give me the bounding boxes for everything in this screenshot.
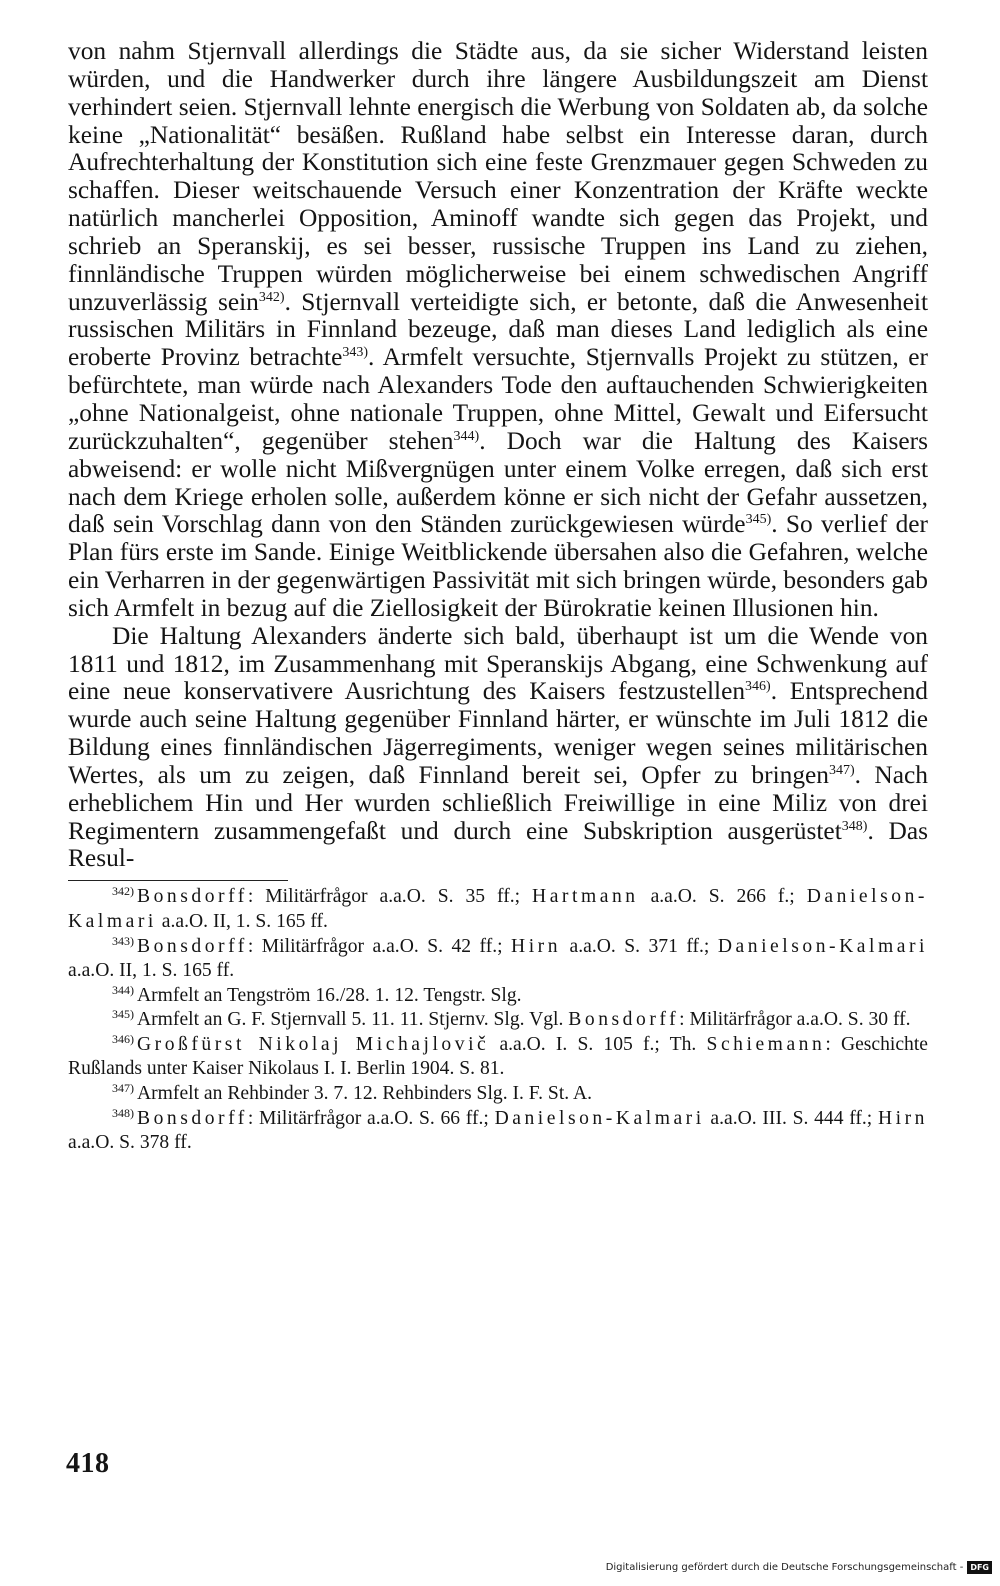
page: [68, 38, 928, 1156]
text-run: von nahm Stjernvall allerdings die Städte aus, da sie sicher Widerstand leisten würden, und die Handwerker durch ihre längere Ausbildungszeit am Dienst verhindert seien. Stjernvall lehnte energisch die Werbung von Soldaten ab, da solche keine „Nationalität“ besäßen. Rußland habe selbst ein Interesse daran, durch Aufrechterhaltung der Konstitution sich eine feste Grenzmauer gegen Schweden zu schaffen. Dieser weitschauende Versuch einer Konzentration der Kräfte weckte natürlich mancherlei Opposition, Aminoff wandte sich gegen das Projekt, und schrieb an Speranskij, es sei besser, russische Truppen ins Land zu ziehen, finnländische Truppen würden möglicherweise bei einem schwedischen Angriff unzuverlässig sein: [68, 37, 928, 316]
author-name: Hirn: [877, 1107, 928, 1129]
citation-text: Armfelt an Tengström 16./28. 1. 12. Tengstr. Slg.: [137, 984, 522, 1006]
author-name: Bonsdorff: [568, 1009, 680, 1031]
footnote-marker: 346): [112, 1031, 134, 1046]
main-text: [68, 38, 928, 873]
page-number: 418: [66, 1448, 110, 1479]
citation-text: a.a.O. S. 266 f.;: [638, 886, 807, 908]
text-run: . Nach erheblichem Hin und Her wurden schließlich Freiwillige in eine Miliz von drei Regimentern zusammengefaßt und durch eine Subskription ausgerüstet: [68, 760, 928, 845]
footnote-reference[interactable]: 343): [342, 345, 369, 361]
text-run: . Stjernvall verteidigte sich, er betonte, daß die Anwesenheit russischen Militärs in Finnland bezeuge, daß man dieses Land lediglich als eine eroberte Provinz betrachte: [68, 287, 929, 372]
citation-text: : Militärfrågor a.a.O. S. 66 ff.;: [247, 1107, 495, 1129]
funding-note-text: Digitalisierung gefördert durch die Deutsche Forschungsgemeinschaft -: [605, 1562, 964, 1573]
footnote-marker: 347): [112, 1081, 134, 1096]
author-name: Danielson-Kalmari: [494, 1107, 705, 1129]
author-name: Hartmann: [532, 886, 639, 908]
funding-note: [606, 1561, 992, 1574]
author-name: Großfürst Nikolaj Michajlovič: [137, 1033, 490, 1055]
author-name: Schiemann: [706, 1033, 826, 1055]
footnote-marker: 345): [112, 1007, 134, 1022]
text-run: . Entsprechend wurde auch seine Haltung gegenüber Finnland härter, er wünschte im Juli 1812 die Bildung eines finnländischen Jägerregiments, weniger wegen seines militärischen Wertes, als um zu zeigen, daß Finnland bereit sei, Opfer zu bringen: [68, 677, 928, 789]
author-name: Danielson-Kalmari: [68, 886, 928, 932]
footnote: [68, 1107, 928, 1156]
text-run: . Armfelt versuchte, Stjernvalls Projekt zu stützen, er befürchtete, man würde nach Alexanders Tode den auftauchenden Schwierigkeiten „ohne Nationalgeist, ohne nationale Truppen, ohne Mittel, Gewalt und Eifersucht zurückzuhalten“, gegenüber stehen: [68, 343, 928, 455]
footnote: [68, 885, 928, 934]
citation-text: Armfelt an Rehbinder 3. 7. 12. Rehbinders Slg. I. F. St. A.: [137, 1083, 593, 1105]
citation-text: a.a.O. I. S. 105 f.; Th.: [489, 1033, 707, 1055]
citation-text: : Militärfrågor a.a.O. S. 42 ff.;: [247, 935, 512, 957]
body-paragraph: [68, 623, 928, 874]
dfg-logo: DFG: [967, 1561, 992, 1574]
footnote-reference[interactable]: 344): [453, 428, 480, 444]
citation-text: : Militärfrågor a.a.O. S. 35 ff.;: [247, 886, 533, 908]
footnote-reference[interactable]: 346): [745, 679, 771, 695]
citation-text: Armfelt an G. F. Stjernvall 5. 11. 11. Stjernv. Slg. Vgl.: [137, 1009, 569, 1031]
author-name: Bonsdorff: [137, 935, 248, 957]
footnote-separator: [68, 880, 288, 881]
footnote-reference[interactable]: 347): [828, 762, 855, 778]
text-run: . So verlief der Plan fürs erste im Sande. Einige Weitblickende übersahen also die Gefahren, welche ein Verharren in der gegenwärtigen Passivität mit sich bringen würde, besonders gab sich Armfelt in bezug auf die Ziellosigkeit der Bürokratie keinen Illusionen hin.: [68, 510, 928, 622]
footnotes: [68, 885, 928, 1156]
author-name: Hirn: [511, 935, 562, 957]
footnote-marker: 342): [112, 884, 134, 899]
citation-text: a.a.O. S. 371 ff.;: [561, 935, 718, 957]
footnote-reference[interactable]: 348): [841, 818, 868, 834]
text-run: . Doch war die Haltung des Kaisers abweisend: er wolle nicht Mißvergnügen unter einem Volke erregen, daß sich erst nach dem Kriege erholen solle, außerdem könne er sich nicht der Gefahr aussetzen, daß sein Vorschlag dann von den Ständen zurückgewiesen würde: [68, 426, 928, 539]
footnote: [68, 984, 928, 1009]
citation-text: a.a.O. II, 1. S. 165 ff.: [156, 910, 328, 932]
footnote: [68, 1082, 928, 1107]
citation-text: a.a.O. III. S. 444 ff.;: [704, 1107, 878, 1129]
author-name: Bonsdorff: [137, 886, 248, 908]
text-run: Die Haltung Alexanders änderte sich bald, überhaupt ist um die Wende von 1811 und 1812, im Zusammenhang mit Speranskijs Abgang, eine Schwenkung auf eine neue konservativere Ausrichtung des Kaisers festzustellen: [68, 621, 928, 706]
citation-text: : Militärfrågor a.a.O. S. 30 ff.: [679, 1009, 911, 1031]
footnote: [68, 1033, 928, 1082]
citation-text: : Geschichte Rußlands unter Kaiser Nikolaus I. I. Berlin 1904. S. 81.: [68, 1033, 928, 1080]
body-paragraph: [68, 38, 928, 623]
footnote-marker: 348): [112, 1105, 134, 1120]
citation-text: a.a.O. II, 1. S. 165 ff.: [68, 960, 235, 982]
citation-text: a.a.O. S. 378 ff.: [68, 1132, 192, 1154]
footnote: [68, 1008, 928, 1033]
author-name: Bonsdorff: [137, 1107, 248, 1129]
footnote: [68, 935, 928, 984]
footnote-marker: 343): [112, 933, 134, 948]
footnote-reference[interactable]: 342): [258, 289, 285, 305]
footnote-reference[interactable]: 345): [745, 512, 772, 528]
author-name: Danielson-Kalmari: [717, 935, 928, 957]
text-run: . Das Resul-: [68, 816, 929, 873]
footnote-marker: 344): [112, 982, 134, 997]
